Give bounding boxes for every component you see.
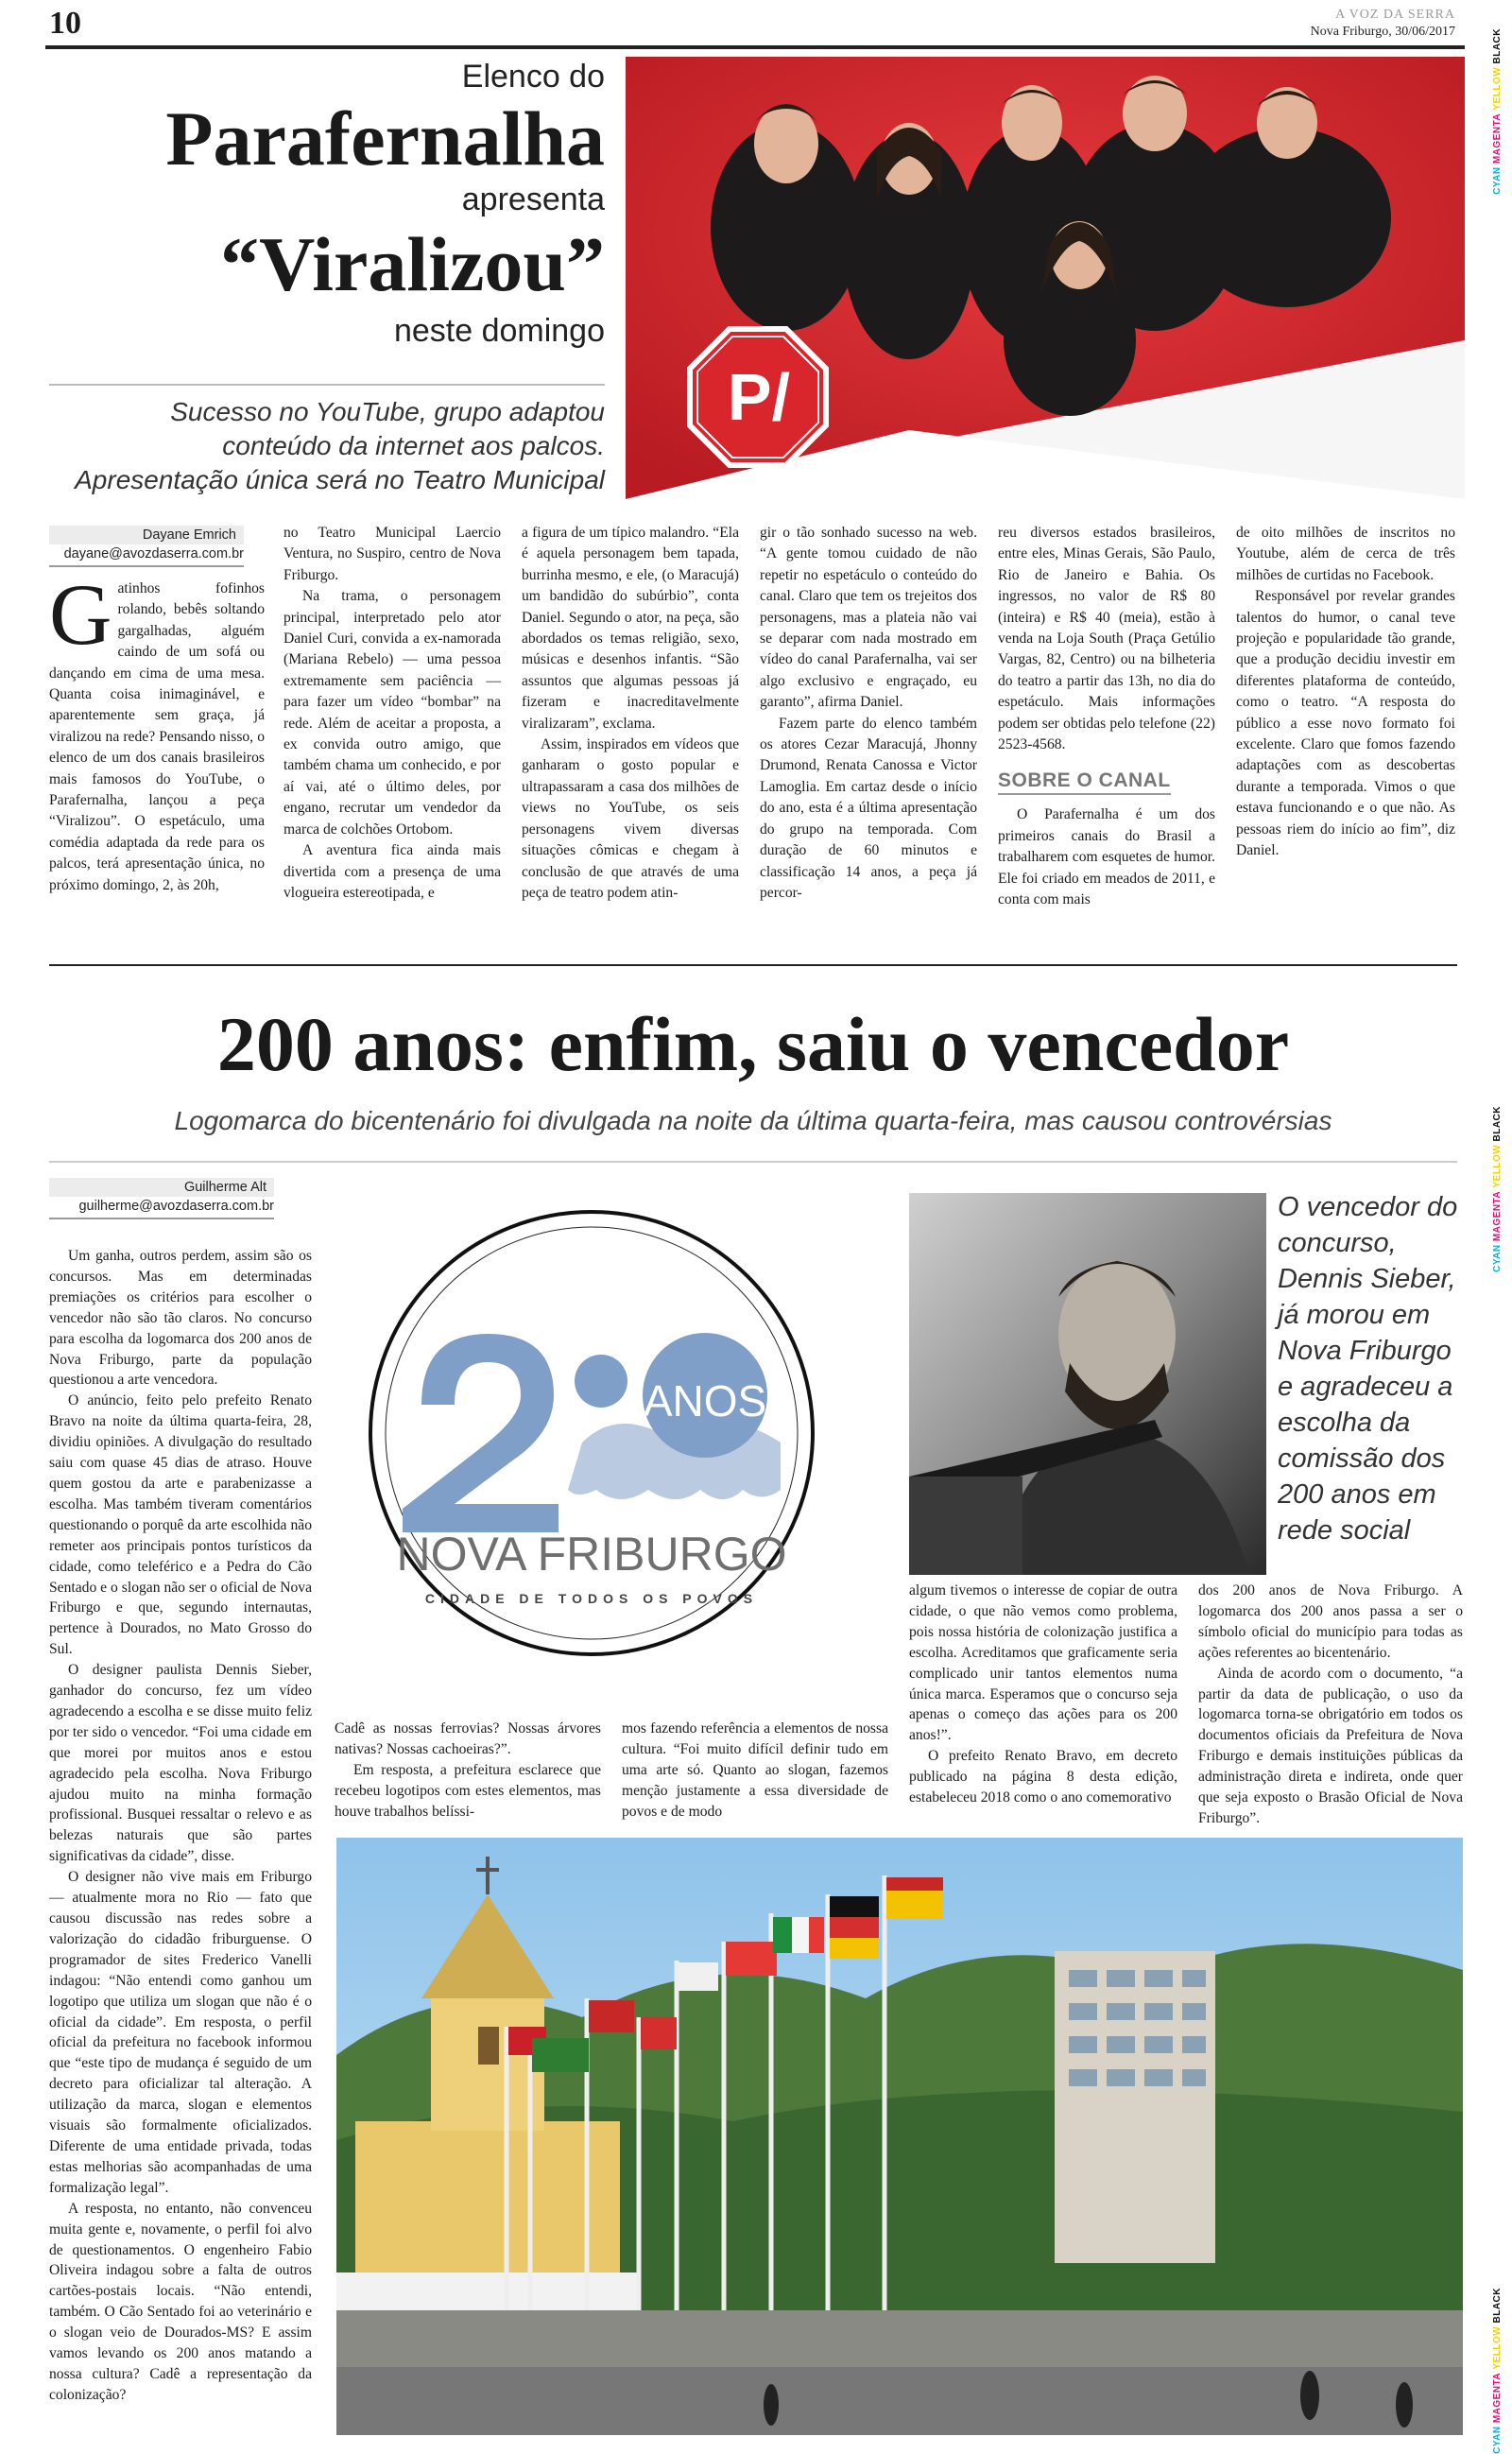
headline-viralizou: “Viralizou”: [220, 221, 605, 307]
story1-headline-block: [38, 55, 605, 352]
bicentennial-logo-graphic: [365, 1206, 818, 1660]
story2-deck: Logomarca do bicentenário foi divulgada na noite da última quarta-feira, mas causou controvérsias: [174, 1106, 1332, 1135]
paragraph: no Teatro Municipal Laercio Ventura, no Suspiro, centro de Nova Friburgo.: [284, 525, 501, 583]
paragraph: Responsável por revelar grandes talentos do humor, o canal teve projeção e popularidade tão grande, que a produção decidiu investir em diferentes plataforma de conteúdo, como o teatro. “A resposta do público a esse novo formato foi excelente. Claro que fomos fazendo adaptações com as descobertas durante a temporada. Vimos o que estava funcionando e o que não. As pessoas riem do início ao fim”, diz Daniel.: [1236, 588, 1455, 859]
drop-cap: G: [49, 566, 112, 663]
paragraph: Na trama, o personagem principal, interpretado pelo ator Daniel Curi, convida a ex-namorada (Mariana Rebelo) — uma pessoa extremamente sem paciência — para fazer um vídeo “bombar” na rede. Além de aceitar a proposta, a ex convida outro amigo, que também chama um conhecido, e por aí vai, até o último deles, por engano, recrutar um vendedor da marca de colchões Ortobom.: [284, 588, 501, 838]
story1-byline: [49, 526, 244, 567]
bicentennial-logo: [365, 1206, 818, 1660]
story1-column-3: [522, 523, 739, 904]
paragraph: Ainda de acordo com o documento, “a partir da data de publicação, o uso da logomarca torna-se obrigatório em todos os documentos oficiais da Prefeitura de Nova Friburgo e demais instituições públicas da administração direta e indireta, onde quer que seja exposto o Brasão Oficial de Nova Friburgo”.: [1198, 1665, 1463, 1826]
story2-column-4: [909, 1581, 1177, 1808]
reg-black: BLACK: [1492, 28, 1503, 64]
reg-cyan: CYAN: [1492, 2426, 1503, 2454]
story2-headline: 200 anos: enfim, saiu o vencedor: [216, 1001, 1290, 1087]
flags-plaza-photo: [336, 1838, 1463, 2435]
kicker-bottom: neste domingo: [393, 313, 605, 349]
byline-name: Guilherme Alt: [49, 1178, 274, 1197]
paragraph: Assim, inspirados em vídeos que ganharam o gosto popular e ultrapassaram a casa dos milhões de views no YouTube, os seis personagens vivem diversas situações cômicas e chegam à conclusão de que através de uma peça de teatro podem atin-: [522, 736, 739, 901]
paragraph: O designer paulista Dennis Sieber, ganhador do concurso, fez um vídeo agradecendo a escolha e se disse muito feliz por ter sido o vencedor. “Foi uma cidade em que morei por muitos anos e estou agradecido pela escolha. Nova Friburgo ajudou muito na minha formação profissional. Busquei ressaltar o relevo e as belezas naturais que são partes significativas da cidade”, disse.: [49, 1662, 312, 1865]
paragraph: Cadê as nossas ferrovias? Nossas árvores nativas? Nossas cachoeiras?”.: [335, 1720, 601, 1757]
paragraph: O Parafernalha é um dos primeiros canais do Brasil a trabalharem com esquetes de humor. Ele foi criado em meados de 2011, e conta com mais: [998, 806, 1215, 908]
registration-mark-middle: [1492, 1106, 1503, 1272]
paragraph: Um ganha, outros perdem, assim são os concursos. Mas em determinadas premiações os critérios para escolher o vencedor não são tão claros. No concurso para escolha da logomarca dos 200 anos de Nova Friburgo, parte da população questionou a arte vencedora.: [49, 1248, 312, 1389]
headline-parafernalha: Parafernalha: [165, 95, 605, 181]
paragraph: algum tivemos o interesse de copiar de outra cidade, o que não vemos como problema, pois nossa história de colonização justifica a escolha. Acreditamos que graficamente seria complicado unir tantos elementos numa única marca. Esperamos que o concurso seja apenas o começo das ações para os 200 anos!”.: [909, 1582, 1177, 1744]
logo-anos: ANOS: [643, 1376, 767, 1426]
paragraph: O prefeito Renato Bravo, em decreto publicado na página 8 desta edição, estabeleceu 2018 como o ano comemorativo: [909, 1748, 1177, 1806]
paragraph: a figura de um típico malandro. “Ela é aquela personagem bem tapada, burrinha mesmo, e ele, (o Maracujá) um bandidão do subúrbio”, conta Daniel. Segundo o ator, na peça, são abordados os temas religião, sexo, músicas e desenhos infantis. “São assuntos que algumas pessoas já fizeram e inacreditavelmente viralizaram”, exclama.: [522, 525, 739, 732]
paragraph: dos 200 anos de Nova Friburgo. A logomarca dos 200 anos passa a ser o símbolo oficial do município para todas as ações referentes ao bicentenário.: [1198, 1582, 1463, 1661]
logo-city: NOVA FRIBURGO: [396, 1528, 787, 1581]
paper-name: A VOZ DA SERRA: [1335, 8, 1455, 22]
reg-magenta: MAGENTA: [1492, 1190, 1503, 1242]
designer-photo-caption: O vencedor do concurso, Dennis Sieber, já morou em Nova Friburgo e agradeceu a escolha da comissão dos 200 anos em rede social: [1278, 1192, 1458, 1546]
registration-mark-top: [1492, 28, 1503, 195]
flags-plaza-illustration: [336, 1838, 1463, 2435]
paragraph: reu diversos estados brasileiros, entre eles, Minas Gerais, São Paulo, Rio de Janeiro e Bahia. Os ingressos, no valor de R$ 80 (inteira) e R$ 40 (meia), estão à venda na Loja South (Praça Getúlio Vargas, 82, Centro) ou na bilheteria do teatro a partir das 13h, no dia do espetáculo. Mais informações podem ser obtidas pelo telefone (22) 2523-4568.: [998, 525, 1215, 753]
logo-slogan: CIDADE DE TODOS OS POVOS: [424, 1591, 759, 1606]
deck-line: Apresentação única será no Teatro Municipal: [75, 465, 605, 494]
story2-column-2: [335, 1719, 601, 1823]
cast-photo: [626, 57, 1465, 499]
story1-column-2: [284, 523, 501, 904]
story2-column-5: [1198, 1581, 1463, 1829]
story2-byline: [49, 1178, 274, 1219]
story1-column-1: [49, 566, 265, 896]
story2-column-1: [49, 1246, 312, 2406]
byline-name: Dayane Emrich: [49, 526, 244, 544]
header-rule: [45, 45, 1465, 49]
story1-column-4: [760, 523, 977, 904]
paragraph: de oito milhões de inscritos no Youtube, além de cerca de três milhões de curtidas no Facebook.: [1236, 525, 1455, 583]
subhead-sobre-o-canal: SOBRE O CANAL: [998, 769, 1171, 795]
story2-column-3: [622, 1719, 888, 1823]
registration-mark-bottom: [1492, 2288, 1503, 2454]
paragraph: A aventura fica ainda mais divertida com a presença de uma vlogueira estereotipada, e: [284, 842, 501, 901]
page-number: 10: [49, 6, 81, 41]
story-separator: [49, 964, 1457, 966]
reg-yellow: YELLOW: [1492, 1144, 1503, 1188]
paragraph: atinhos fofinhos rolando, bebês soltando gargalhadas, alguém caindo de um sofá ou dançando em cima de uma mesa. Quanta coisa inimaginável, e aparentemente sem graça, já viralizou na rede? Pensando nisso, o elenco de um dos canais brasileiros mais famosos do YouTube, o Parafernalha, lançou a peça “Viralizou”. O espetáculo, uma comédia adaptada da rede para os palcos, terá apresentação única, no próximo domingo, 2, às 20h,: [49, 580, 265, 893]
paragraph: O designer não vive mais em Friburgo — atualmente mora no Rio — fato que causou discussão nas redes sobre a valorização do cidadão friburguense. O programador de sites Frederico Vanelli indagou: “Não entendi como ganhou um logotipo que utiliza um slogan que não é o oficial da cidade”. Em resposta, o perfil oficial da prefeitura no facebook informou que “este tipo de mudança é seguido de um decreto para oficializar tal alteração. A utilização da marca, slogan e elementos visuais são formalmente oficializados. Diferente de uma entidade privada, todas estas melhorias são acompanhadas de uma formalização legal”.: [49, 1869, 312, 2196]
designer-photo-illustration: [909, 1193, 1266, 1575]
byline-email: guilherme@avozdaserra.com.br: [49, 1197, 274, 1219]
reg-cyan: CYAN: [1492, 166, 1503, 195]
reg-yellow: YELLOW: [1492, 66, 1503, 111]
reg-yellow: YELLOW: [1492, 2325, 1503, 2370]
reg-magenta: MAGENTA: [1492, 2372, 1503, 2424]
paragraph: mos fazendo referência a elementos de nossa cultura. “Foi muito difícil definir tudo em uma arte só. Quanto ao slogan, fazemos menção justamente a essa diversidade de povos e de modo: [622, 1720, 888, 1820]
paragraph: Em resposta, a prefeitura esclarece que recebeu logotipos com estes elementos, mas houve trabalhos belíssi-: [335, 1761, 601, 1820]
designer-photo: [909, 1193, 1266, 1575]
byline-email: dayane@avozdaserra.com.br: [49, 544, 244, 567]
date-line: Nova Friburgo, 30/06/2017: [1310, 25, 1455, 39]
reg-black: BLACK: [1492, 1106, 1503, 1142]
paragraph: gir o tão sonhado sucesso na web. “A gente tomou cuidado de não repetir no espetáculo o conteúdo do canal. Claro que tem os trejeitos dos personagens, mas a plateia não vai se deparar com nada mostrado em vídeo do canal Parafernalha, vai ser algo exclusivo e engraçado, eu garanto”, afirma Daniel.: [760, 525, 977, 711]
reg-magenta: MAGENTA: [1492, 112, 1503, 164]
story1-column-6: [1236, 523, 1455, 862]
reg-cyan: CYAN: [1492, 1244, 1503, 1272]
story1-deck: [38, 395, 605, 497]
parafernalha-logo-text: P/: [727, 360, 791, 434]
paragraph: Fazem parte do elenco também os atores Cezar Maracujá, Jhonny Drumond, Renata Canossa e Victor Lamoglia. Em cartaz desde o início do ano, esta é a última apresentação do grupo na temporada. Com duração de 60 minutos e classificação 14 anos, a peça já percor-: [760, 715, 977, 901]
story2-deck-rule: [49, 1161, 1457, 1163]
paragraph: A resposta, no entanto, não convenceu muita gente e, novamente, o perfil foi alvo de questionamentos. O engenheiro Fabio Oliveira indagou sobre a falta de outros cartões-postais locais. “Não entendi, também. O Cão Sentado foi ao veterinário e o slogan veio de Dourados-MS? E assim vamos levando os 200 anos matando a nossa cultura? Cadê a representação da colonização?: [49, 2200, 312, 2403]
story1-column-5: [998, 523, 1215, 911]
deck-line: Sucesso no YouTube, grupo adaptou: [170, 397, 605, 426]
story1-deck-rule: [49, 384, 605, 386]
kicker-mid: apresenta: [461, 181, 605, 217]
paragraph: O anúncio, feito pelo prefeito Renato Bravo na noite da última quarta-feira, 28, dividiu opiniões. A divulgação do resultado saiu com quase 45 dias de atraso. Houve quem gostou da arte e parabenizasse a escolha. Mas também tiveram comentários questionando o porquê da arte escolhida não remeter aos principais pontos turísticos da cidade, como teleférico e a Pedra do Cão Sentado e o slogan não ser o oficial de Nova Friburgo e que, segundo internautas, pertence à Dourados, no Mato Grosso do Sul.: [49, 1392, 312, 1658]
kicker-top: Elenco do: [461, 59, 605, 95]
deck-line: conteúdo da internet aos palcos.: [222, 431, 605, 460]
reg-black: BLACK: [1492, 2288, 1503, 2324]
